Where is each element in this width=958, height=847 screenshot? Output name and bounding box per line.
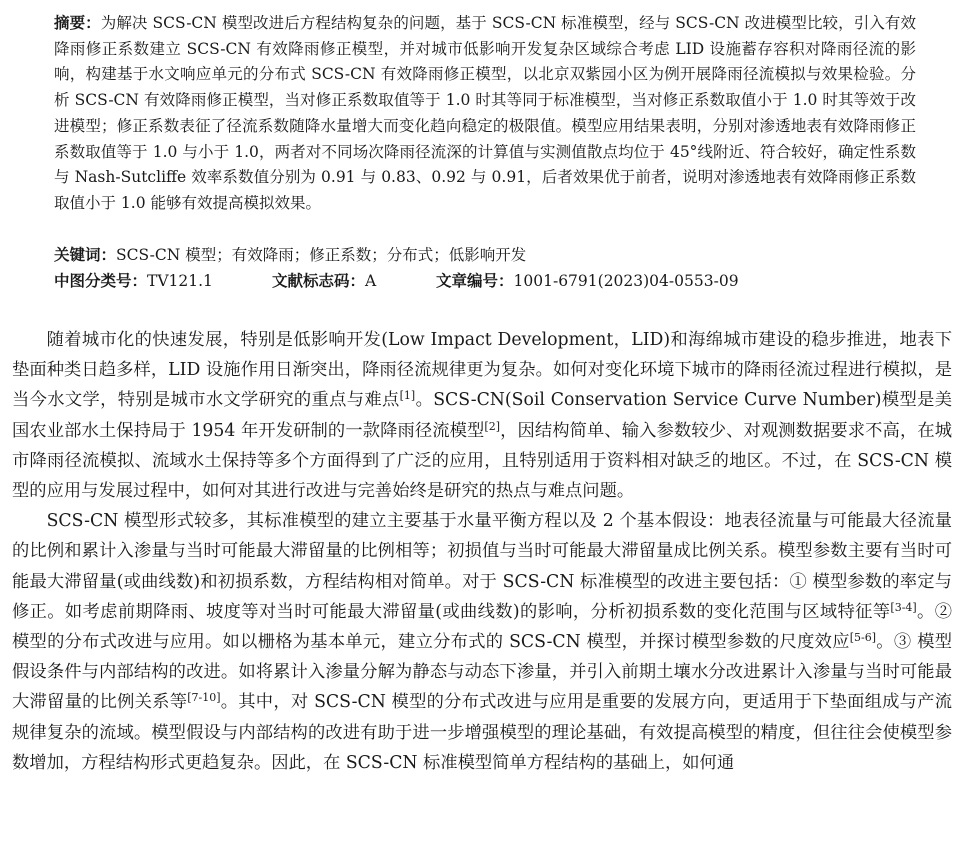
- citation-ref[interactable]: [1]: [399, 389, 416, 403]
- paragraph-text: 。其中，对 SCS-CN 模型的分布式改进与应用是重要的发展方向，更适用于下垫面组成与产流规律复杂的流域。模型假设与内部结构的改进有助于进一步增强模型的理论基础，有效提高模型的精度，但往往会使模型参数增加，方程结构形式更趋复杂。因此，在 SCS-CN 标准模型简单方程结构的基础上，如何通: [12, 692, 952, 773]
- citation-ref[interactable]: [2]: [484, 419, 500, 433]
- keywords-text: SCS-CN 模型；有效降雨；修正系数；分布式；低影响开发: [116, 246, 527, 264]
- abstract-text: 为解决 SCS-CN 模型改进后方程结构复杂的问题，基于 SCS-CN 标准模型，经与 SCS-CN 改进模型比较，引入有效降雨修正系数建立 SCS-CN 有效降雨修正模型，并对城市低影响开发复杂区域综合考虑 LID 设施蓄存容积对降雨径流的影响，构建基于水文响应单元的分布式 SCS-CN 有效降雨修正模型，以北京双紫园小区为例开展降雨径流模拟与效果检验。分析 SCS-CN 有效降雨修正模型，当对修正系数取值等于 1.0 时其等同于标准模型，当对修正系数取值小于 1.0 时其等效于改进模型；修正系数表征了径流系数随降水量增大而变化趋向稳定的极限值。模型应用结果表明，分别对渗透地表有效降雨修正系数取值等于 1.0 与小于 1.0，两者对不同场次降雨径流深的计算值与实测值散点均位于 45°线附近、符合较好，确定性系数与 Nash-Sutcliffe 效率系数值分别为 0.91 与 0.83、0.92 与 0.91，后者效果优于前者，说明对渗透地表有效降雨修正系数取值小于 1.0 能够有效提高模拟效果。: [54, 14, 916, 212]
- document-code: [272, 268, 436, 295]
- clc-label: 中图分类号：: [54, 271, 148, 290]
- body-text: [12, 325, 952, 778]
- paragraph-text: 随着城市化的快速发展，特别是低影响开发(Low Impact Development，LID)和海绵城市建设的稳步推进，地表下垫面种类日趋多样，LID 设施作用日渐突出，降雨径流规律更为复杂。如何对变化环境下城市的降雨径流过程进行模拟，是当今水文学，特别是城市水文学研究的重点与难点: [12, 330, 952, 411]
- classification-line: [54, 268, 924, 295]
- keywords: [54, 242, 924, 269]
- article-number: [436, 268, 739, 295]
- clc-value: TV121.1: [147, 272, 213, 290]
- paragraph-text: 。③ 模型假设条件与内部结构的改进。如将累计入渗量分解为静态与动态下渗量，并引入前期土壤水分改进累计入渗量与当时可能最大滞留量的比例关系等: [12, 632, 952, 713]
- paragraph-text: SCS-CN 模型形式较多，其标准模型的建立主要基于水量平衡方程以及 2 个基本假设：地表径流量与可能最大径流量的比例和累计入渗量与当时可能最大滞留量的比例相等；初损值与当时可能最大滞留量成比例关系。模型参数主要有当时可能最大滞留量(或曲线数)和初损系数，方程结构相对简单。对于 SCS-CN 标准模型的改进主要包括：① 模型参数的率定与修正。如考虑前期降雨、坡度等对当时可能最大滞留量(或曲线数)的影响，分析初损系数的变化范围与区域特征等: [12, 511, 952, 622]
- citation-ref[interactable]: [5-6]: [849, 631, 877, 645]
- paragraph-2: [12, 506, 952, 778]
- article-no-label: 文章编号：: [436, 271, 514, 290]
- paragraph-text: 。② 模型的分布式改进与应用。如以栅格为基本单元，建立分布式的 SCS-CN 模型，并探讨模型参数的尺度效应: [12, 601, 952, 653]
- paragraph-text: 。SCS-CN(Soil Conservation Service Curve Number)模型是美国农业部水土保持局于 1954 年开发研制的一款降雨径流模型: [12, 390, 952, 441]
- citation-ref[interactable]: [3-4]: [890, 600, 917, 614]
- abstract: [54, 10, 916, 217]
- clc-number: [54, 268, 272, 295]
- citation-ref[interactable]: [7-10]: [187, 691, 221, 705]
- paragraph-text: ，因结构简单、输入参数较少、对观测数据要求不高，在城市降雨径流模拟、流域水土保持等多个方面得到了广泛的应用，且特别适用于资料相对缺乏的地区。不过，在 SCS-CN 模型的应用与发展过程中，如何对其进行改进与完善始终是研究的热点与难点问题。: [12, 420, 952, 502]
- article-no-value: 1001-6791(2023)04-0553-09: [513, 272, 739, 290]
- keywords-label: 关键词：: [54, 245, 117, 264]
- doc-code-value: A: [365, 272, 377, 290]
- paragraph-1: [12, 325, 952, 506]
- abstract-label: 摘要：: [54, 13, 101, 32]
- doc-code-label: 文献标志码：: [272, 271, 366, 290]
